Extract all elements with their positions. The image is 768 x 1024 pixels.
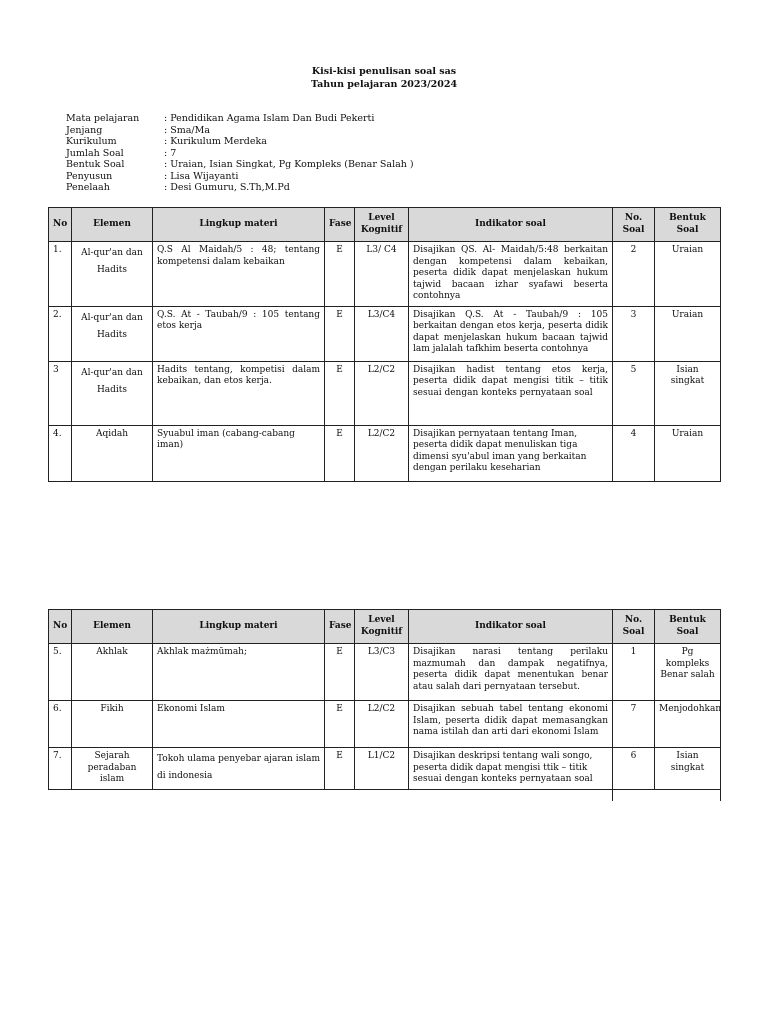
header-bentuk: Bentuk Soal [655,610,721,644]
cell-no-soal: 3 [613,306,655,361]
header-no-soal: No. Soal [613,610,655,644]
header-elemen: Elemen [72,208,153,242]
cell-fase: E [325,361,355,425]
table-row [49,425,721,481]
cell-fase: E [325,748,355,790]
cell-fase: E [325,425,355,481]
meta-label: Penelaah [66,182,110,193]
meta-value: : Sma/Ma [164,124,210,136]
cell-no: 1. [49,242,72,307]
cell-fase: E [325,242,355,307]
cell-bentuk: Pg kompleks Benar salah [655,644,721,701]
cell-level: L2/C2 [355,425,409,481]
meta-value: : Pendidikan Agama Islam Dan Budi Pekerti [164,113,375,124]
table-header-row [49,208,721,242]
meta-value: : Uraian, Isian Singkat, Pg Kompleks (Benar Salah ) [164,159,414,170]
meta-value: : Kurikulum Merdeka [164,136,267,147]
cell-elemen: Al-qur'an dan Hadits [72,242,153,307]
cell-elemen: Al-qur'an dan Hadits [72,306,153,361]
table-border-stub [612,789,613,801]
meta-info [66,113,414,194]
cell-bentuk: Isian singkat [655,748,721,790]
cell-lingkup: Hadits tentang, kompetisi dalam kebaikan, dan etos kerja. [153,361,325,425]
meta-label: Mata pelajaran [66,113,140,124]
cell-no: 5. [49,644,72,701]
header-elemen: Elemen [72,610,153,644]
document-title: Kisi-kisi penulisan soal sas [311,66,457,77]
meta-row [66,113,414,125]
meta-row [66,148,414,160]
cell-fase: E [325,306,355,361]
cell-indikator: Disajikan pernyataan tentang Iman, peserta didik dapat menuliskan tiga dimensi syu'abul iman yang berkaitan dengan perilaku keseharian [409,425,613,481]
header-no: No [49,208,72,242]
cell-fase: E [325,644,355,701]
cell-no-soal: 7 [613,701,655,748]
meta-row [66,182,414,194]
cell-bentuk: Menjodohkan [655,701,721,748]
meta-row [66,136,414,148]
meta-label: Jenjang [66,124,103,136]
meta-row [66,159,414,171]
header-lingkup: Lingkup materi [153,610,325,644]
header-fase: Fase [325,610,355,644]
table-row [49,748,721,790]
cell-lingkup: Syuabul iman (cabang-cabang iman) [153,425,325,481]
meta-value: : Lisa Wijayanti [164,170,239,182]
cell-bentuk: Isian singkat [655,361,721,425]
header-indikator: Indikator soal [409,610,613,644]
cell-indikator: Disajikan sebuah tabel tentang ekonomi Islam, peserta didik dapat memasangkan nama istilah dan arti dari ekonomi Islam [409,701,613,748]
meta-label: Kurikulum [66,136,117,147]
meta-row [66,125,414,137]
cell-no-soal: 1 [613,644,655,701]
meta-value: : 7 [164,147,177,159]
cell-level: L3/C4 [355,306,409,361]
cell-indikator: Disajikan hadist tentang etos kerja, peserta didik dapat mengisi titik – titik sesuai dengan konteks pernyataan soal [409,361,613,425]
cell-no: 4. [49,425,72,481]
header-lingkup: Lingkup materi [153,208,325,242]
header-fase: Fase [325,208,355,242]
kisi-table-1 [48,207,721,482]
header-indikator: Indikator soal [409,208,613,242]
cell-level: L3/C3 [355,644,409,701]
table-header-row [49,610,721,644]
cell-no: 3 [49,361,72,425]
cell-lingkup: Tokoh ulama penyebar ajaran islam di indonesia [153,748,325,790]
cell-lingkup: Q.S. At - Taubah/9 : 105 tentang etos kerja [153,306,325,361]
cell-no: 6. [49,701,72,748]
cell-level: L1/C2 [355,748,409,790]
kisi-table-2 [48,609,721,790]
table-row [49,306,721,361]
table-row [49,361,721,425]
cell-no: 2. [49,306,72,361]
meta-label: Jumlah Soal [66,147,124,159]
cell-no-soal: 4 [613,425,655,481]
header-bentuk: Bentuk Soal [655,208,721,242]
cell-elemen: Fikih [72,701,153,748]
cell-bentuk: Uraian [655,306,721,361]
cell-elemen: Sejarah peradaban islam [72,748,153,790]
table-row [49,644,721,701]
meta-label: Penyusun [66,170,113,182]
cell-indikator: Disajikan deskripsi tentang wali songo, peserta didik dapat mengisi ttik – titik sesuai dengan konteks pernyataan soal [409,748,613,790]
header-no-soal: No. Soal [613,208,655,242]
cell-indikator: Disajikan QS. Al- Maidah/5:48 berkaitan dengan kompetensi dalam kebaikan, peserta didik dapat menjelaskan hukum tajwid bacaan izhar syafawi beserta contohnya [409,242,613,307]
document-subtitle: Tahun pelajaran 2023/2024 [310,79,458,90]
cell-level: L2/C2 [355,701,409,748]
table-border-stub [720,789,721,801]
cell-elemen: Akhlak [72,644,153,701]
cell-no-soal: 2 [613,242,655,307]
cell-level: L2/C2 [355,361,409,425]
cell-no-soal: 6 [613,748,655,790]
cell-bentuk: Uraian [655,242,721,307]
meta-row [66,171,414,183]
table-row [49,242,721,307]
header-level: Level Kognitif [355,610,409,644]
header-no: No [49,610,72,644]
cell-lingkup: Ekonomi Islam [153,701,325,748]
cell-no: 7. [49,748,72,790]
cell-level: L3/ C4 [355,242,409,307]
cell-elemen: Al-qur'an dan Hadits [72,361,153,425]
cell-indikator: Disajikan narasi tentang perilaku mazmumah dan dampak negatifnya, peserta didik dapat menentukan benar atau salah dari pernyataan tersebut. [409,644,613,701]
cell-fase: E [325,701,355,748]
header-level: Level Kognitif [355,208,409,242]
cell-elemen: Aqidah [72,425,153,481]
cell-lingkup: Q.S Al Maidah/5 : 48; tentang kompetensi dalam kebaikan [153,242,325,307]
cell-bentuk: Uraian [655,425,721,481]
table-row [49,701,721,748]
meta-value: : Desi Gumuru, S.Th,M.Pd [164,182,290,193]
cell-lingkup: Akhlak mażmūmah; [153,644,325,701]
cell-no-soal: 5 [613,361,655,425]
cell-indikator: Disajikan Q.S. At - Taubah/9 : 105 berkaitan dengan etos kerja, peserta didik dapat menjelaskan hukum bacaan tajwid lam jalalah tafkhim beserta contohnya [409,306,613,361]
meta-label: Bentuk Soal [66,159,125,170]
